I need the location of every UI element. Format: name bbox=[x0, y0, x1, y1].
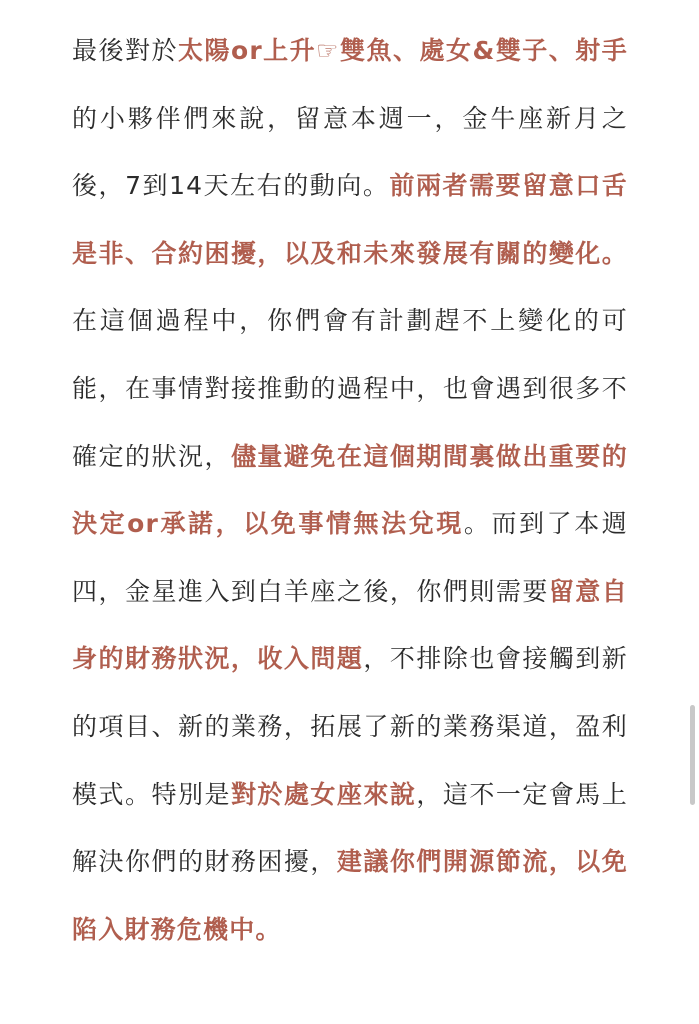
text-segment: 最後對於 bbox=[72, 36, 178, 65]
text-segment: 在這個過程中，你們會有計劃趕不上變化的可能，在事情對接推動的過程中，也會遇到很多不確定的狀況， bbox=[72, 306, 628, 471]
text-segment: ，這不一定會馬上解決你們的財務困擾， bbox=[72, 779, 628, 877]
highlighted-zodiac-sign: 對於處女座來說 bbox=[230, 779, 417, 809]
highlighted-advice: 儘量避免在這個期間裏做出重要的決定or承諾，以免事情無法兌現 bbox=[72, 441, 628, 539]
text-segment: ，不排除也會接觸到新的項目、新的業務，拓展了新的業務渠道，盈利模式。特別是 bbox=[72, 644, 628, 809]
vertical-scrollbar[interactable] bbox=[690, 705, 695, 805]
highlighted-advice: 建議你們開源節流，以免陷入財務危機中。 bbox=[72, 847, 628, 944]
highlighted-advice: 留意自身的財務狀況，收入問題 bbox=[72, 576, 628, 674]
highlighted-zodiac-signs: 太陽or上升☞雙魚、處女&雙子、射手 bbox=[177, 36, 628, 65]
text-segment: 的小夥伴們來說，留意本週一，金牛座新月之後，7到14天左右的動向。 bbox=[72, 103, 628, 201]
highlighted-advice: 前兩者需要留意口舌是非、合約困擾，以及和未來發展有關的變化。 bbox=[72, 171, 628, 268]
text-segment: 。而到了本週四，金星進入到白羊座之後，你們則需要 bbox=[72, 509, 628, 606]
article-paragraph bbox=[72, 17, 628, 963]
